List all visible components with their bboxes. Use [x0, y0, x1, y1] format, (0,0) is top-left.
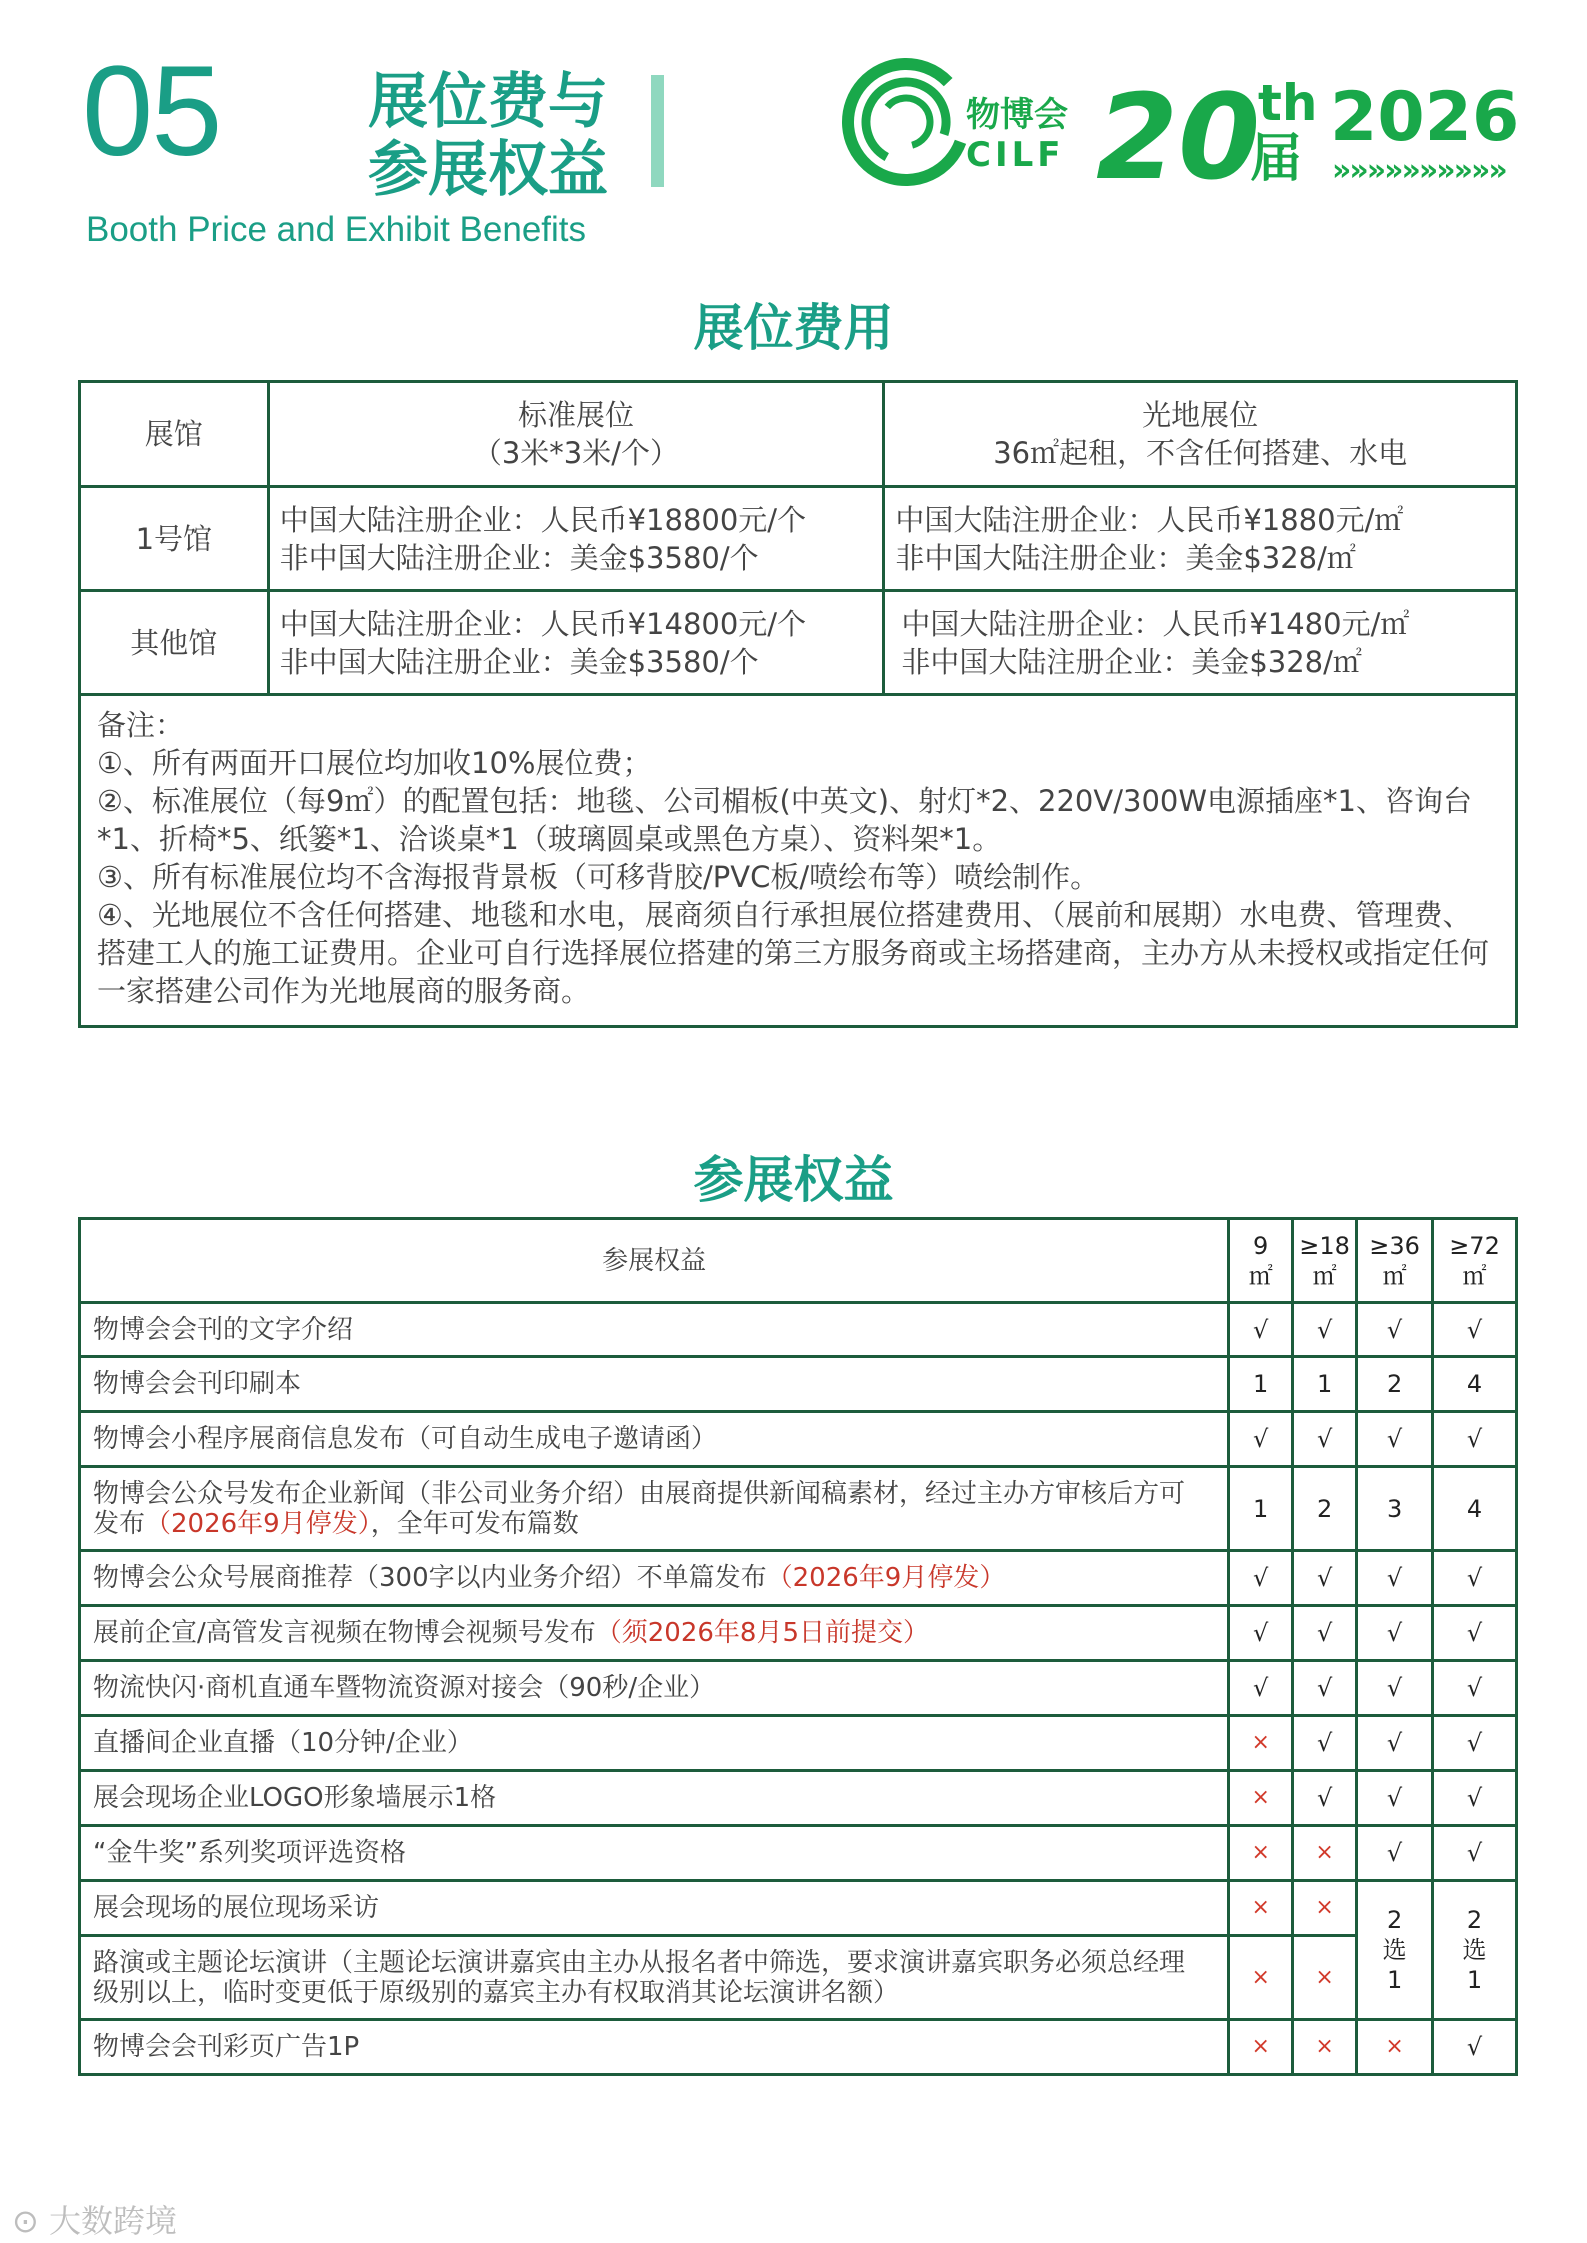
- col-header-size: ≥72: [1449, 1231, 1500, 1260]
- benefit-value: √: [1293, 1551, 1357, 1606]
- fee-standard-price: [268, 487, 884, 591]
- watermark-icon: ⊙: [12, 2202, 49, 2240]
- benefits-header-row: [80, 1219, 1517, 1303]
- benefit-label: 物博会会刊印刷本: [80, 1357, 1229, 1412]
- choice-text: 2: [1466, 1906, 1483, 1934]
- benefit-label: 物博会会刊彩页广告1P: [80, 2020, 1229, 2075]
- fee-header-standard-line1: 标准展位: [517, 398, 634, 432]
- benefit-label: [80, 1936, 1229, 2020]
- section-title-line1: 展位费与: [368, 67, 608, 137]
- benefit-label-text: 展前企宣/高管发言视频在物博会视频号发布: [93, 1618, 596, 1648]
- watermark: [12, 2196, 177, 2242]
- watermark-text: 大数跨境: [48, 2202, 177, 2240]
- cilf-logo: [842, 56, 1520, 206]
- benefits-table: [78, 1217, 1518, 2076]
- swirl-icon: [832, 48, 981, 197]
- benefit-value: ×: [1293, 2020, 1357, 2075]
- benefit-value: ×: [1357, 2020, 1433, 2075]
- benefit-value: ×: [1229, 1716, 1293, 1771]
- section-title-line2: 参展权益: [368, 135, 608, 205]
- fee-standard-domestic: 中国大陆注册企业：人民币¥18800元/个: [279, 502, 807, 537]
- col-header-36sqm: [1357, 1219, 1433, 1303]
- logo-brand-en: CILF: [966, 135, 1065, 175]
- section-number: 05: [82, 40, 221, 183]
- benefit-value: √: [1229, 1412, 1293, 1467]
- benefit-label: 物博会会刊的文字介绍: [80, 1303, 1229, 1357]
- benefit-value: √: [1433, 1771, 1517, 1826]
- benefit-value: ×: [1229, 1881, 1293, 1936]
- benefit-deadline-note: （2026年9月停发）: [145, 1508, 371, 1539]
- fee-note: ②、标准展位（每9㎡）的配置包括：地毯、公司楣板(中英文)、射灯*2、220V/300W电源插座*1、咨询台*1、折椅*5、纸篓*1、洽谈桌*1（玻璃圆桌或黑色方桌）、资料架*1。: [97, 784, 1472, 856]
- fee-standard-domestic: 中国大陆注册企业：人民币¥14800元/个: [279, 606, 807, 641]
- benefit-label-line2: [93, 1509, 1215, 1539]
- benefit-label: 物流快闪·商机直通车暨物流资源对接会（90秒/企业）: [80, 1661, 1229, 1716]
- fee-raw-foreign: 非中国大陆注册企业：美金$328/㎡: [901, 644, 1362, 679]
- benefit-value: √: [1229, 1606, 1293, 1661]
- benefit-value: √: [1433, 1661, 1517, 1716]
- col-header-unit: ㎡: [1248, 1261, 1273, 1290]
- benefit-value: √: [1433, 1716, 1517, 1771]
- benefit-label-line2: 级别以上，临时变更低于原级别的嘉宾主办有权取消其论坛演讲名额）: [93, 1977, 900, 2008]
- fee-raw-domestic: 中国大陆注册企业：人民币¥1880元/㎡: [895, 502, 1404, 537]
- benefit-value: √: [1433, 2020, 1517, 2075]
- fee-notes: [80, 695, 1517, 1027]
- benefit-value: √: [1293, 1771, 1357, 1826]
- fee-header-raw-line2: 36㎡起租，不含任何搭建、水电: [993, 436, 1408, 470]
- logo-edition-suffix-bottom: 届: [1250, 129, 1303, 189]
- benefit-value: √: [1229, 1303, 1293, 1357]
- benefit-deadline-note: （须2026年8月5日前提交）: [595, 1618, 930, 1648]
- benefit-label-text: 物博会公众号展商推荐（300字以内业务介绍）不单篇发布: [93, 1563, 767, 1593]
- benefits-header-label: 参展权益: [80, 1219, 1229, 1303]
- benefit-label: 展会现场企业LOGO形象墙展示1格: [80, 1771, 1229, 1826]
- col-header-unit: ㎡: [1462, 1261, 1487, 1290]
- benefit-row: [80, 1716, 1517, 1771]
- choice-text: 1: [1466, 1966, 1483, 1994]
- benefit-value: √: [1357, 1716, 1433, 1771]
- fee-notes-title: 备注：: [97, 708, 185, 742]
- benefit-row: [80, 1551, 1517, 1606]
- benefit-deadline-note: （2026年9月停发）: [766, 1563, 1006, 1593]
- benefit-value: √: [1293, 1606, 1357, 1661]
- fee-notes-row: [80, 695, 1517, 1027]
- fee-header-raw-line1: 光地展位: [1142, 398, 1259, 432]
- benefit-choice-72: [1433, 1881, 1517, 2020]
- col-header-unit: ㎡: [1312, 1261, 1337, 1290]
- benefit-choice-36: [1357, 1881, 1433, 2020]
- benefit-value: 1: [1293, 1357, 1357, 1412]
- benefit-value: ×: [1229, 1771, 1293, 1826]
- benefit-label: “金牛奖”系列奖项评选资格: [80, 1826, 1229, 1881]
- fee-header-raw: [884, 382, 1517, 487]
- benefit-value: √: [1433, 1606, 1517, 1661]
- benefit-value: √: [1357, 1826, 1433, 1881]
- benefit-value: √: [1229, 1551, 1293, 1606]
- col-header-9sqm: [1229, 1219, 1293, 1303]
- benefit-value: √: [1229, 1661, 1293, 1716]
- title-accent-bar: [651, 75, 664, 187]
- benefit-row: [80, 1303, 1517, 1357]
- col-header-size: 9: [1253, 1231, 1269, 1260]
- benefit-value: √: [1357, 1412, 1433, 1467]
- fee-header-hall: 展馆: [80, 382, 269, 487]
- benefit-row: [80, 1771, 1517, 1826]
- benefit-label: [80, 1467, 1229, 1551]
- col-header-72sqm: [1433, 1219, 1517, 1303]
- benefit-row: [80, 1936, 1517, 2020]
- benefit-row: [80, 1826, 1517, 1881]
- benefit-value: 1: [1229, 1467, 1293, 1551]
- benefit-label-line1: 物博会公众号发布企业新闻（非公司业务介绍）由展商提供新闻稿素材，经过主办方审核后方可: [93, 1478, 1186, 1509]
- benefit-value: √: [1293, 1303, 1357, 1357]
- fee-hall-name: 其他馆: [80, 591, 269, 695]
- benefit-value: √: [1433, 1551, 1517, 1606]
- logo-edition-number: 20: [1096, 68, 1261, 206]
- section-title: [368, 68, 608, 204]
- benefit-label: 直播间企业直播（10分钟/企业）: [80, 1716, 1229, 1771]
- fee-standard-foreign: 非中国大陆注册企业：美金$3580/个: [279, 644, 759, 679]
- benefit-value: √: [1433, 1303, 1517, 1357]
- col-header-18sqm: [1293, 1219, 1357, 1303]
- benefit-row: [80, 2020, 1517, 2075]
- benefit-row: [80, 1467, 1517, 1551]
- fee-header-standard: [268, 382, 884, 487]
- fees-heading: 展位费用: [693, 299, 894, 357]
- benefit-value: √: [1433, 1412, 1517, 1467]
- benefit-value: √: [1433, 1826, 1517, 1881]
- section-subtitle: Booth Price and Exhibit Benefits: [86, 210, 587, 249]
- benefit-value: √: [1357, 1661, 1433, 1716]
- benefit-value: √: [1357, 1551, 1433, 1606]
- benefit-value: ×: [1293, 1826, 1357, 1881]
- fee-table: [78, 380, 1518, 1028]
- fee-note: ③、所有标准展位均不含海报背景板（可移背胶/PVC板/喷绘布等）喷绘制作。: [97, 860, 1100, 894]
- benefit-label-text: 发布: [93, 1508, 146, 1539]
- benefit-value: ×: [1229, 1936, 1293, 2020]
- benefit-value: 1: [1229, 1357, 1293, 1412]
- fee-standard-foreign: 非中国大陆注册企业：美金$3580/个: [279, 540, 759, 575]
- benefit-value: ×: [1293, 1936, 1357, 2020]
- choice-text: 选: [1382, 1936, 1407, 1964]
- benefits-heading: 参展权益: [693, 1151, 894, 1209]
- benefit-label: [80, 1606, 1229, 1661]
- fee-note: ①、所有两面开口展位均加收10%展位费；: [97, 746, 652, 780]
- benefit-row: [80, 1606, 1517, 1661]
- benefit-value: ×: [1229, 2020, 1293, 2075]
- col-header-unit: ㎡: [1382, 1261, 1407, 1290]
- choice-text: 1: [1386, 1966, 1403, 1994]
- logo-year: 2026: [1330, 78, 1520, 157]
- benefit-label-text: ，全年可发布篇数: [370, 1508, 579, 1539]
- benefit-value: √: [1357, 1303, 1433, 1357]
- benefit-value: 2: [1293, 1467, 1357, 1551]
- choice-text: 2: [1386, 1906, 1403, 1934]
- benefit-value: 4: [1433, 1467, 1517, 1551]
- benefit-value: √: [1293, 1661, 1357, 1716]
- fee-header-standard-line2: （3米*3米/个）: [472, 436, 680, 470]
- benefit-label: 展会现场的展位现场采访: [80, 1881, 1229, 1936]
- fee-row-hall1: [80, 487, 1517, 591]
- benefit-row: [80, 1661, 1517, 1716]
- fee-raw-foreign: 非中国大陆注册企业：美金$328/㎡: [895, 540, 1356, 575]
- fee-header-row: [80, 382, 1517, 487]
- col-header-size: ≥36: [1369, 1231, 1420, 1260]
- col-header-size: ≥18: [1299, 1231, 1350, 1260]
- benefit-row: [80, 1357, 1517, 1412]
- benefit-value: 3: [1357, 1467, 1433, 1551]
- benefit-label: [80, 1551, 1229, 1606]
- logo-brand-cn: 物博会: [966, 95, 1068, 135]
- benefit-value: 4: [1433, 1357, 1517, 1412]
- benefit-value: ×: [1229, 1826, 1293, 1881]
- benefit-label: 物博会小程序展商信息发布（可自动生成电子邀请函）: [80, 1412, 1229, 1467]
- benefit-row: [80, 1881, 1517, 1936]
- fee-hall-name: 1号馆: [80, 487, 269, 591]
- fee-raw-price: [884, 591, 1517, 695]
- fee-row-other-halls: [80, 591, 1517, 695]
- fee-note: ④、光地展位不含任何搭建、地毯和水电，展商须自行承担展位搭建费用、（展前和展期）水电费、管理费、搭建工人的施工证费用。企业可自行选择展位搭建的第三方服务商或主场搭建商，主办方从未授权或指定任何一家搭建公司作为光地展商的服务商。: [97, 898, 1490, 1008]
- logo-arrows-icon: »»»»»»»»»»: [1332, 153, 1506, 188]
- fee-raw-price: [884, 487, 1517, 591]
- benefit-value: √: [1357, 1771, 1433, 1826]
- benefit-value: 2: [1357, 1357, 1433, 1412]
- logo-edition-suffix-top: th: [1258, 74, 1318, 132]
- benefit-value: ×: [1293, 1881, 1357, 1936]
- fee-standard-price: [268, 591, 884, 695]
- benefit-value: √: [1293, 1412, 1357, 1467]
- benefit-label-line1: 路演或主题论坛演讲（主题论坛演讲嘉宾由主办从报名者中筛选，要求演讲嘉宾职务必须总经理: [93, 1947, 1186, 1978]
- benefit-value: √: [1357, 1606, 1433, 1661]
- choice-text: 选: [1462, 1936, 1487, 1964]
- benefit-row: [80, 1412, 1517, 1467]
- benefit-value: √: [1293, 1716, 1357, 1771]
- fee-raw-domestic: 中国大陆注册企业：人民币¥1480元/㎡: [901, 606, 1410, 641]
